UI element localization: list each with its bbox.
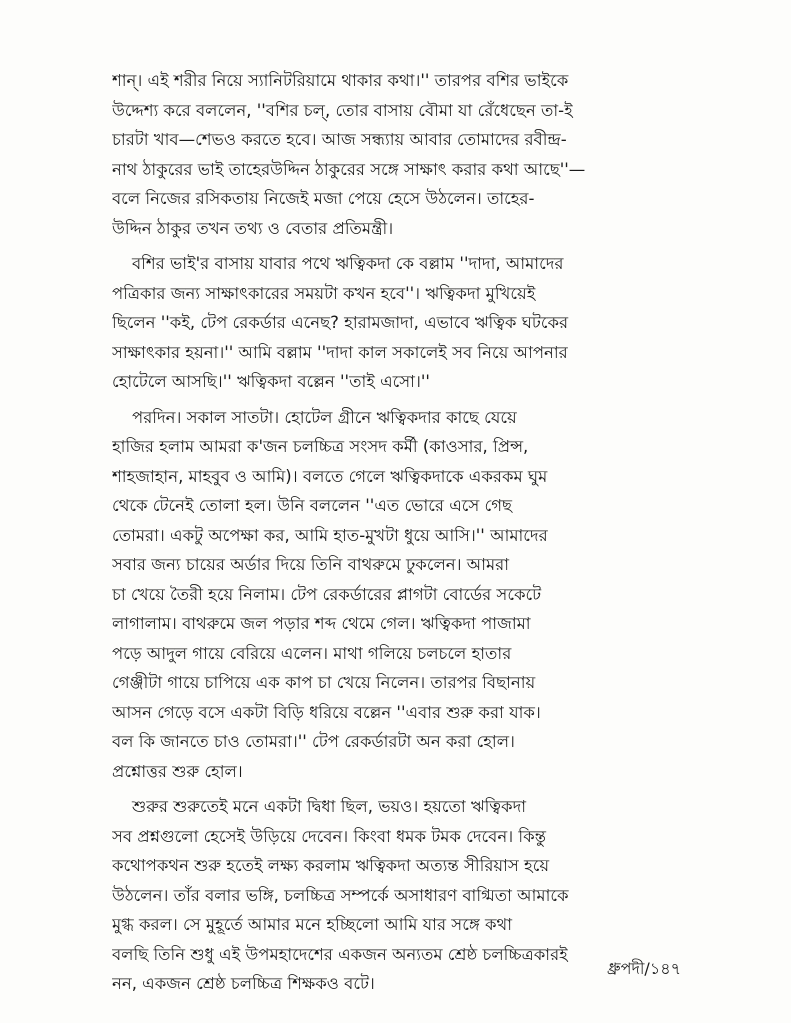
page-number: ধ্রুপদী/১৪৭ [607, 959, 681, 978]
text-line: হাজির হলাম আমরা ক'জন চলচ্চিত্র সংসদ কর্মী (কাওসার, প্রিন্স, [112, 437, 529, 456]
paragraph-4 [112, 792, 687, 999]
text-line: শাহজাহান, মাহবুব ও আমি)। বলতে গেলে ঋত্বিকদাকে একরকম ঘুম [112, 466, 548, 486]
text-line: নন, একজন শ্রেষ্ঠ চলচ্চিত্র শিক্ষকও বটে। [112, 974, 375, 993]
text-line: উদ্দেশ্য করে বললেন, ''বশির চল্, তোর বাসায় বৌমা যা রেঁধেছেন তা-ই [112, 100, 573, 120]
text-line: হোটেলে আসছি।'' ঋত্বিকদা বল্লেন ''তাই এসো।'' [112, 372, 430, 391]
text-line: মুগ্ধ করল। সে মুহূর্তে আমার মনে হচ্ছিলো আমি যার সঙ্গে কথা [112, 915, 513, 934]
text-line: তোমরা। একটু অপেক্ষা কর, আমি হাত-মুখটা ধুয়ে আসি।'' আমাদের [112, 525, 548, 545]
text-line: থেকে টেনেই তোলা হল। উনি বললেন ''এত ভোরে এসে গেছ [112, 496, 513, 515]
text-line: সবার জন্য চায়ের অর্ডার দিয়ে তিনি বাথরুমে ঢুকলেন। আমরা [112, 555, 510, 574]
text-line: বলে নিজের রসিকতায় নিজেই মজা পেয়ে হেসে উঠলেন। তাহের- [112, 189, 535, 208]
text-line: ছিলেন ''কই, টেপ রেকর্ডার এনেছ? হারামজাদা, এভাবে ঋত্বিক ঘটকের [112, 313, 569, 332]
text-line: উঠলেন। তাঁর বলার ভঙ্গি, চলচ্চিত্র সম্পর্কে অসাধারণ বাগ্মিতা আমাকে [112, 885, 569, 905]
text-line: লাগালাম। বাথরুমে জল পড়ার শব্দ থেমে গেল। ঋত্বিকদা পাজামা [112, 614, 531, 633]
text-line: পড়ে আদুল গায়ে বেরিয়ে এলেন। মাথা গলিয়ে চলচলে হাতার [112, 643, 512, 663]
text-line: বশির ভাই'র বাসায় যাবার পথে ঋত্বিকদা কে বল্লাম ''দাদা, আমাদের [132, 254, 564, 273]
text-line: আসন গেড়ে বসে একটা বিড়ি ধরিয়ে বল্লেন ''এবার শুরু করা যাক। [112, 702, 541, 722]
text-line: চারটা খাব—শেভও করতে হবে। আজ সন্ধ্যায় আবার তোমাদের রবীন্দ্র- [112, 130, 567, 149]
text-line: সব প্রশ্নগুলো হেসেই উড়িয়ে দেবেন। কিংবা ধমক টমক দেবেন। কিন্তু [112, 826, 546, 846]
text-line: বল কি জানতে চাও তোমরা।'' টেপ রেকর্ডারটা অন করা হোল। [112, 732, 515, 751]
text-line: গেঞ্জীটা গায়ে চাপিয়ে এক কাপ চা খেয়ে নিলেন। তারপর বিছানায় [112, 673, 536, 692]
text-line: চা খেয়ে তৈরী হয়ে নিলাম। টেপ রেকর্ডারের প্লাগটা বোর্ডের সকেটে [112, 584, 542, 604]
text-line: বলছি তিনি শুধু এই উপমহাদেশের একজন অন্যতম শ্রেষ্ঠ চলচ্চিত্রকারই [112, 944, 568, 964]
paragraph-2 [112, 249, 687, 397]
text-line: পত্রিকার জন্য সাক্ষাৎকারের সময়টা কখন হবে''। ঋত্বিকদা মুখিয়েই [112, 283, 536, 303]
text-line: পরদিন। সকাল সাতটা। হোটেল গ্রীনে ঋত্বিকদার কাছে যেয়ে [132, 407, 517, 427]
text-line: নাথ ঠাকুরের ভাই তাহেরউদ্দিন ঠাকুরের সঙ্গে সাক্ষাৎ করার কথা আছে''— [112, 159, 586, 179]
paragraph-1 [112, 66, 687, 243]
text-line: উদ্দিন ঠাকুর তখন তথ্য ও বেতার প্রতিমন্ত্রী। [112, 218, 394, 238]
text-line: শুরুর শুরুতেই মনে একটা দ্বিধা ছিল, ভয়ও। হয়তো ঋত্বিকদা [132, 797, 527, 816]
text-line: শান্। এই শরীর নিয়ে স্যানিটরিয়ামে থাকার কথা।'' তারপর বশির ভাইকে [112, 71, 569, 90]
page-footer [607, 956, 681, 983]
text-line: সাক্ষাৎকার হয়না।'' আমি বল্লাম ''দাদা কাল সকালেই সব নিয়ে আপনার [112, 342, 568, 362]
paragraph-3 [112, 403, 687, 787]
text-line: কথোপকথন শুরু হতেই লক্ষ্য করলাম ঋত্বিকদা অত্যন্ত সীরিয়াস হয়ে [112, 856, 550, 875]
body-text [112, 66, 687, 999]
text-line: প্রশ্নোত্তর শুরু হোল। [112, 761, 243, 781]
